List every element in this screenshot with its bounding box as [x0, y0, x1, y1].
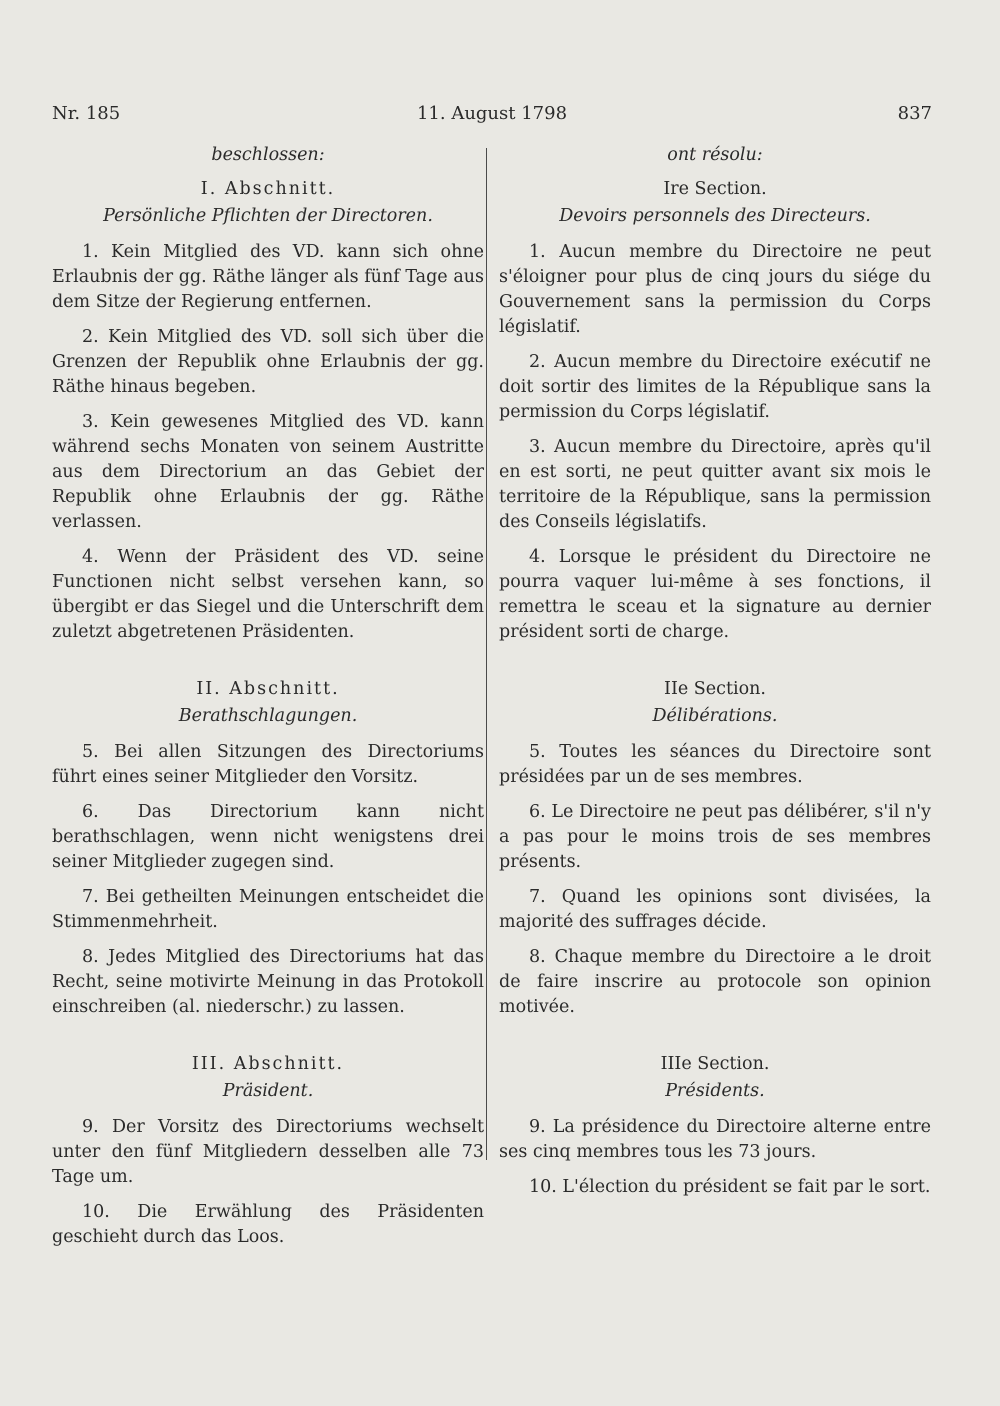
section-subtitle: Présidents. — [665, 1081, 765, 1101]
article-paragraph: 7. Quand les opinions sont divisées, la majorité des suffrages décide. — [499, 887, 931, 932]
column-divider — [486, 148, 487, 1160]
article-paragraph: 9. Der Vorsitz des Directoriums wechselt unter den fünf Mitgliedern desselben alle 73 Tage um. — [52, 1117, 484, 1187]
german-intro: beschlossen: — [211, 145, 325, 165]
article-paragraph: 1. Aucun membre du Directoire ne peut s'éloigner pour plus de cinq jours du siége du Gouvernement sans la permission du Corps législatif. — [499, 242, 931, 337]
section-title: III. Abschnitt. — [191, 1054, 345, 1074]
german-column — [52, 143, 484, 1260]
article-paragraph: 1. Kein Mitglied des VD. kann sich ohne Erlaubnis der gg. Räthe länger als fünf Tage aus dem Sitze der Regierung entfernen. — [52, 242, 484, 312]
article-paragraph: 3. Aucun membre du Directoire, après qu'il en est sorti, ne peut quitter avant six mois le territoire de la République, sans la permission des Conseils législatifs. — [499, 437, 931, 532]
article-paragraph: 3. Kein gewesenes Mitglied des VD. kann während sechs Monaten von seinem Austritte aus dem Directorium an das Gebiet der Republik ohne Erlaubnis der gg. Räthe verlassen. — [52, 412, 484, 532]
document-number: Nr. 185 — [52, 103, 121, 124]
section-title: II. Abschnitt. — [196, 679, 340, 699]
section-title: Ire Section. — [663, 179, 767, 199]
section-subtitle: Persönliche Pflichten der Directoren. — [103, 206, 433, 226]
article-paragraph: 10. Die Erwählung des Präsidenten geschieht durch das Loos. — [52, 1202, 484, 1247]
article-paragraph: 5. Toutes les séances du Directoire sont présidées par un de ses membres. — [499, 742, 931, 787]
page-number: 837 — [897, 103, 932, 124]
article-paragraph: 2. Kein Mitglied des VD. soll sich über die Grenzen der Republik ohne Erlaubnis der gg. Räthe hinaus begeben. — [52, 327, 484, 397]
article-paragraph: 9. La présidence du Directoire alterne entre ses cinq membres tous les 73 jours. — [499, 1117, 931, 1162]
article-paragraph: 6. Le Directoire ne peut pas délibérer, s'il n'y a pas pour le moins trois de ses membres présents. — [499, 802, 931, 872]
article-paragraph: 10. L'élection du président se fait par le sort. — [529, 1177, 931, 1197]
section-subtitle: Präsident. — [222, 1081, 314, 1101]
french-column — [499, 143, 931, 1210]
article-paragraph: 8. Jedes Mitglied des Directoriums hat das Recht, seine motivirte Meinung in das Protokoll einschreiben (al. niederschr.) zu lassen. — [52, 947, 484, 1017]
article-paragraph: 7. Bei getheilten Meinungen entscheidet die Stimmenmehrheit. — [52, 887, 484, 932]
article-paragraph: 4. Wenn der Präsident des VD. seine Functionen nicht selbst versehen kann, so übergibt er das Siegel und die Unterschrift dem zuletzt abgetretenen Präsidenten. — [52, 547, 484, 642]
running-header — [52, 103, 932, 133]
article-paragraph: 8. Chaque membre du Directoire a le droit de faire inscrire au protocole son opinion motivée. — [499, 947, 931, 1017]
section-subtitle: Devoirs personnels des Directeurs. — [559, 206, 871, 226]
section-title: I. Abschnitt. — [200, 179, 336, 199]
article-paragraph: 4. Lorsque le président du Directoire ne pourra vaquer lui-même à ses fonctions, il remettra le sceau et la signature au dernier président sorti de charge. — [499, 547, 931, 642]
article-paragraph: 2. Aucun membre du Directoire exécutif ne doit sortir des limites de la République sans la permission du Corps législatif. — [499, 352, 931, 422]
article-paragraph: 6. Das Directorium kann nicht berathschlagen, wenn nicht wenigstens drei seiner Mitglieder zugegen sind. — [52, 802, 484, 872]
french-intro: ont résolu: — [667, 145, 763, 165]
document-date: 11. August 1798 — [416, 103, 568, 124]
section-subtitle: Délibérations. — [652, 706, 778, 726]
section-subtitle: Berathschlagungen. — [178, 706, 358, 726]
section-title: IIe Section. — [664, 679, 766, 699]
article-paragraph: 5. Bei allen Sitzungen des Directoriums führt eines seiner Mitglieder den Vorsitz. — [52, 742, 484, 787]
section-title: IIIe Section. — [660, 1054, 770, 1074]
